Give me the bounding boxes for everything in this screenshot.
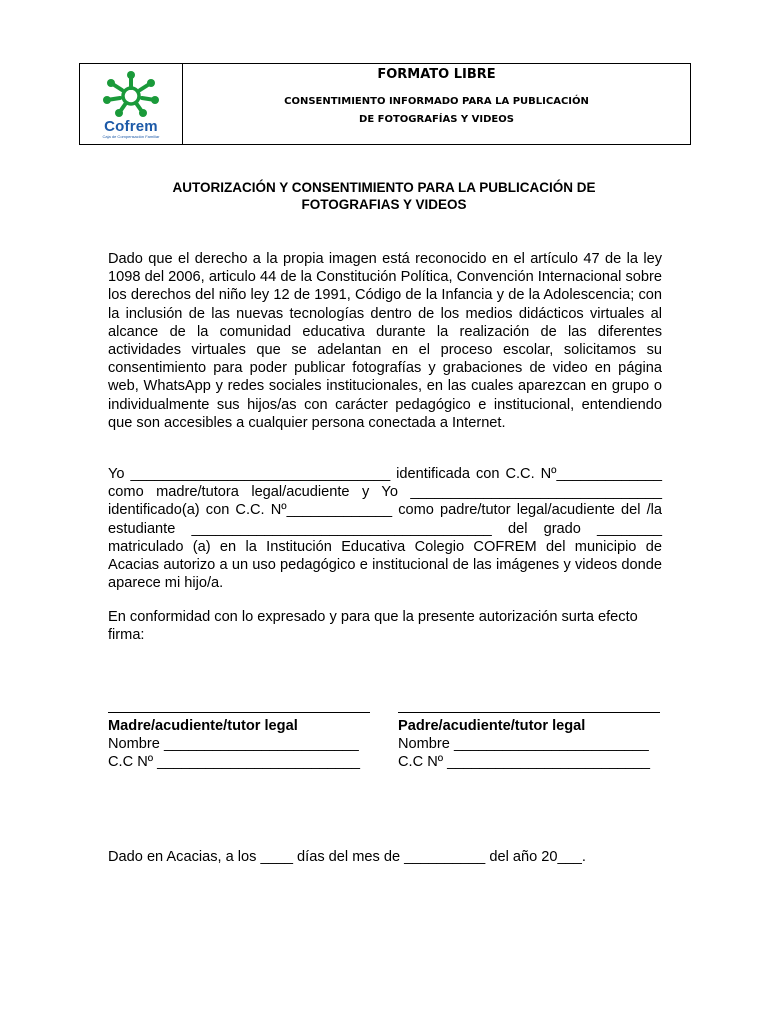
intro-paragraph: Dado que el derecho a la propia imagen está reconocido en el artículo 47 de la ley 1098 del 2006, articulo 44 de la Constitución Política, Convención Internacional sobre los derechos del niño ley 12 de 1991, Código de la Infancia y de la Adolescencia; con la inclusión de las nuevas tecnologías dentro de los medios didácticos virtuales al alcance de la comunidad educativa durante la realización de las diferentes actividades virtuales que se adelantan en el proceso escolar, solicitamos su consentimiento para poder publicar fotografías y grabaciones de video en página web, WhatsApp y redes sociales institucionales, en las cuales aparezcan en grupo o individualmente sus hijos/as con carácter pedagógico e institucional, entendiendo que son accesibles a cualquier persona conectada a Internet. bbox=[108, 251, 662, 431]
format-title: FORMATO LIBRE bbox=[377, 67, 496, 82]
signature-id-field: C.C Nº _________________________ bbox=[108, 754, 361, 770]
signature-name-field: Nombre ________________________ bbox=[108, 736, 359, 752]
date-line: Dado en Acacias, a los ____ días del mes de __________ del año 20___. bbox=[108, 849, 586, 865]
logo-tagline: Caja de Compensación Familiar bbox=[102, 133, 160, 139]
logo-text: Cofrem bbox=[104, 117, 158, 135]
document-header bbox=[79, 63, 691, 145]
header-title-cell bbox=[183, 64, 690, 144]
document-title-line2: FOTOGRAFIAS Y VIDEOS bbox=[301, 197, 467, 212]
signature-line bbox=[108, 700, 370, 713]
format-subtitle-line1: CONSENTIMIENTO INFORMADO PARA LA PUBLICACIÓN bbox=[284, 96, 589, 107]
authorization-paragraph: Yo ________________________________ identificada con C.C. Nº_____________ como madre/tutora legal/acudiente y Yo _______________________________ identificado(a) con C.C. Nº_____________ como padre/tutor legal/acudiente del /la estudiante _____________________________________ del grado ________ matriculado (a) en la Institución Educativa Colegio COFREM del municipio de Acacias autorizo a un uso pedagógico e institucional de las imágenes y videos donde aparece mi hijo/a. bbox=[108, 466, 662, 592]
signature-line bbox=[398, 700, 660, 713]
signature-id-field: C.C Nº _________________________ bbox=[398, 754, 651, 770]
format-subtitle bbox=[284, 93, 589, 129]
signature-block-mother bbox=[108, 700, 370, 771]
format-subtitle-line2: DE FOTOGRAFÍAS Y VIDEOS bbox=[359, 114, 514, 125]
cofrem-logo-icon bbox=[98, 70, 164, 118]
document-title-line1: AUTORIZACIÓN Y CONSENTIMIENTO PARA LA PUBLICACIÓN DE bbox=[172, 180, 596, 195]
conformity-paragraph: En conformidad con lo expresado y para que la presente autorización surta efecto firma: bbox=[108, 609, 638, 644]
logo-cell bbox=[80, 64, 183, 144]
signature-block-father bbox=[398, 700, 660, 771]
signature-title: Padre/acudiente/tutor legal bbox=[398, 718, 586, 734]
document-title bbox=[108, 179, 660, 213]
signature-title: Madre/acudiente/tutor legal bbox=[108, 718, 298, 734]
signature-name-field: Nombre ________________________ bbox=[398, 736, 649, 752]
